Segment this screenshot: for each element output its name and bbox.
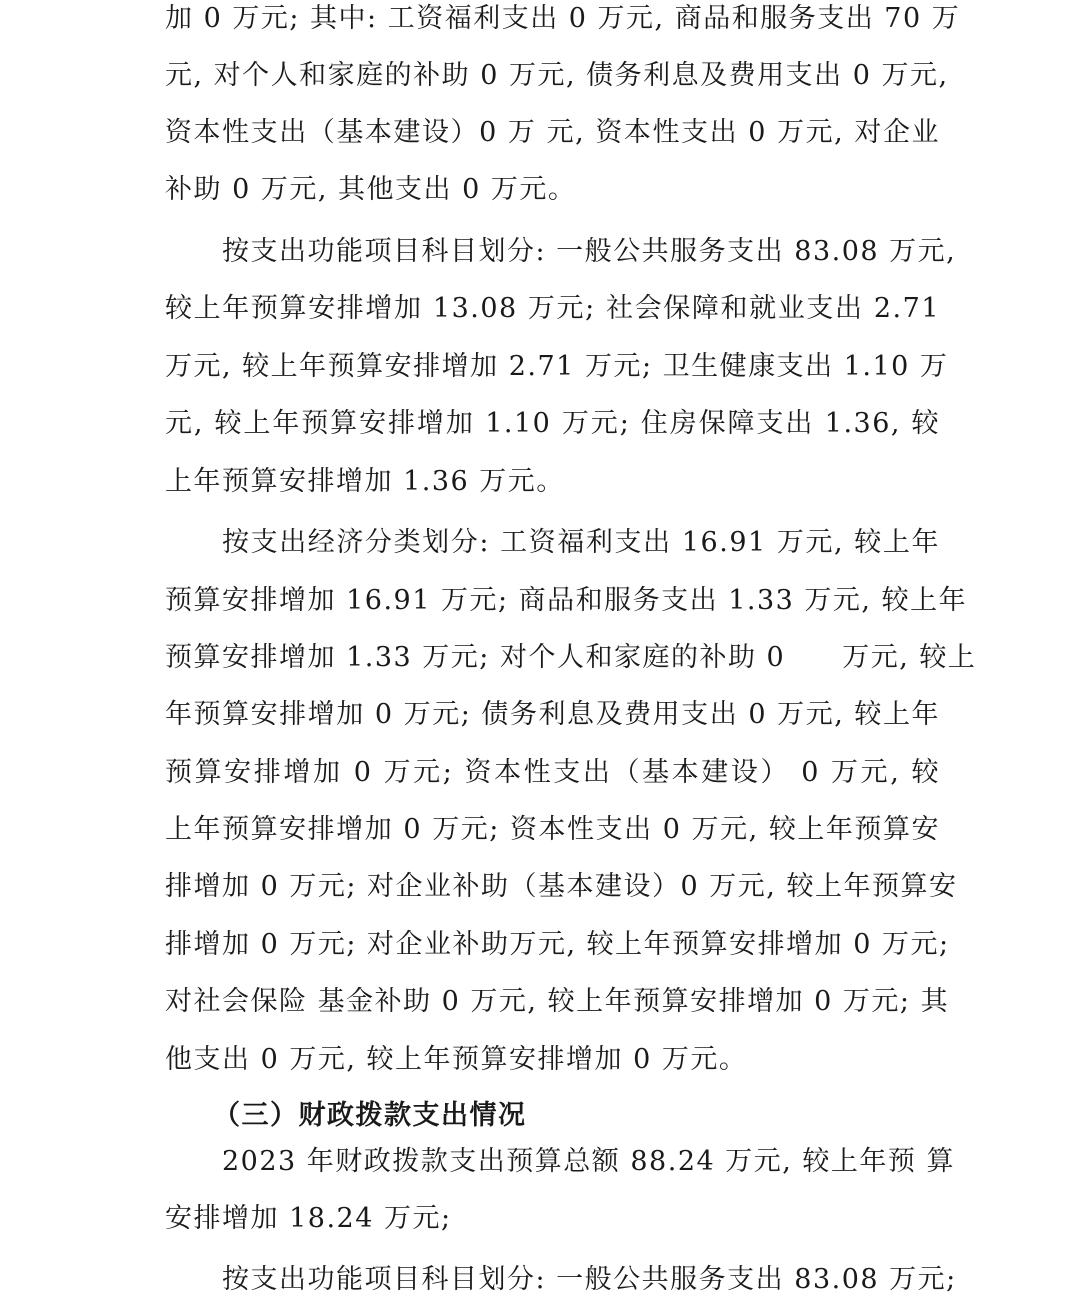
paragraph-line: 预算安排增加 0 万元; 资本性支出（基本建设） 0 万元, 较	[165, 757, 940, 788]
paragraph-line: 元, 较上年预算安排增加 1.10 万元; 住房保障支出 1.36, 较	[165, 408, 940, 439]
paragraph-line: 加 0 万元; 其中: 工资福利支出 0 万元, 商品和服务支出 70 万	[165, 3, 961, 34]
section-heading: （三）财政拨款支出情况	[213, 1100, 527, 1131]
paragraph-line: 对社会保险 基金补助 0 万元, 较上年预算安排增加 0 万元; 其	[165, 986, 950, 1017]
paragraph-line: 补助 0 万元, 其他支出 0 万元。	[165, 174, 577, 205]
paragraph-line: 上年预算安排增加 1.36 万元。	[165, 466, 565, 497]
paragraph-line: 预算安排增加 16.91 万元; 商品和服务支出 1.33 万元, 较上年	[165, 585, 968, 616]
paragraph-line: 元, 对个人和家庭的补助 0 万元, 债务利息及费用支出 0 万元,	[165, 60, 949, 91]
paragraph-line: 排增加 0 万元; 对企业补助万元, 较上年预算安排增加 0 万元;	[165, 929, 950, 960]
paragraph-line: 排增加 0 万元; 对企业补助（基本建设）0 万元, 较上年预算安	[165, 871, 958, 902]
paragraph-line: 按支出经济分类划分: 工资福利支出 16.91 万元, 较上年	[222, 527, 940, 558]
paragraph-line: 预算安排增加 1.33 万元; 对个人和家庭的补助 0 万元, 较上	[165, 642, 977, 673]
paragraph-line: 按支出功能项目科目划分: 一般公共服务支出 83.08 万元;	[222, 1264, 957, 1295]
paragraph-line: 上年预算安排增加 0 万元; 资本性支出 0 万元, 较上年预算安	[165, 814, 940, 845]
paragraph-line: 2023 年财政拨款支出预算总额 88.24 万元, 较上年预 算	[222, 1146, 956, 1177]
paragraph-line: 安排增加 18.24 万元;	[165, 1203, 452, 1234]
paragraph-line: 他支出 0 万元, 较上年预算安排增加 0 万元。	[165, 1044, 748, 1075]
paragraph-line: 万元, 较上年预算安排增加 2.71 万元; 卫生健康支出 1.10 万	[165, 351, 949, 382]
paragraph-line: 资本性支出（基本建设）0 万 元, 资本性支出 0 万元, 对企业	[165, 117, 940, 148]
paragraph-line: 较上年预算安排增加 13.08 万元; 社会保障和就业支出 2.71	[165, 293, 940, 324]
paragraph-line: 按支出功能项目科目划分: 一般公共服务支出 83.08 万元,	[222, 236, 957, 267]
paragraph-line: 年预算安排增加 0 万元; 债务利息及费用支出 0 万元, 较上年	[165, 699, 940, 730]
